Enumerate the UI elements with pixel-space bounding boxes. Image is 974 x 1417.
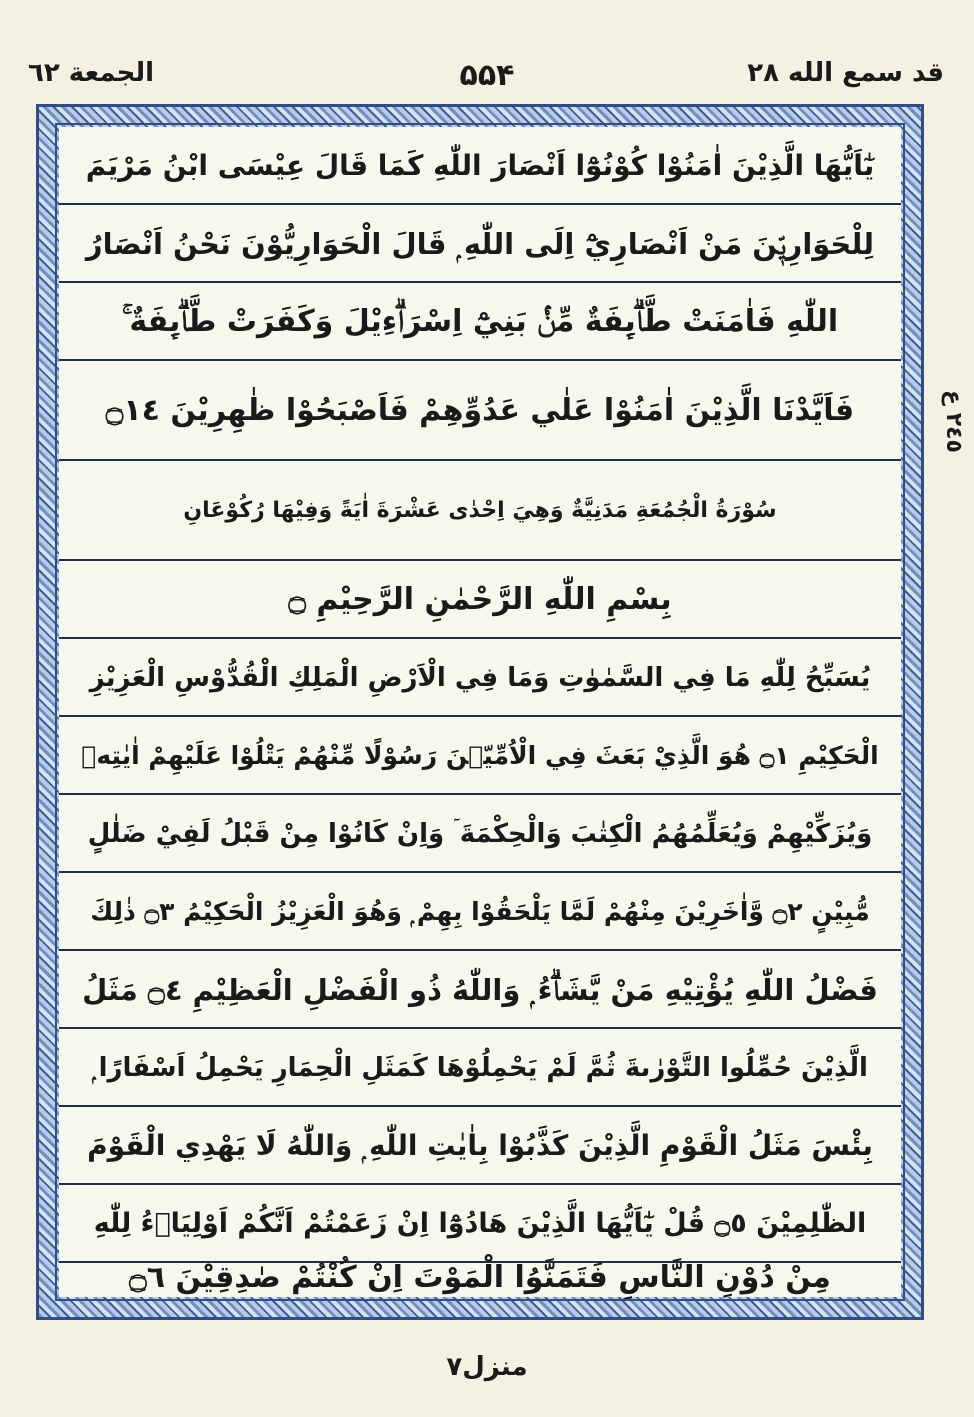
verse-line: مِنْ دُوْنِ النَّاسِ فَتَمَنَّوُا الْمَوْتَ اِنْ كُنْتُمْ صٰدِقِيْنَ ۝٦	[129, 1260, 831, 1295]
verse-line: وَيُزَكِّيْهِمْ وَيُعَلِّمُهُمُ الْكِتٰبَ وَالْحِكْمَةَ ۤ وَاِنْ كَانُوْا مِنْ قَبْلُ لَفِيْ ضَلٰلٍ	[59, 795, 901, 873]
bismillah-line: بِسْمِ اللّٰهِ الرَّحْمٰنِ الرَّحِيْمِ ۝	[59, 561, 901, 639]
surah-title-band: سُوْرَةُ الْجُمُعَةِ مَدَنِيَّةٌ وَهِيَ اِحْدٰى عَشْرَةَ اٰيَةً وَفِيْهَا رُكُوْعَانِ	[59, 461, 901, 561]
text-panel	[59, 127, 901, 1297]
verse-line: مُّبِيْنٍ ۝٢ وَّاٰخَرِيْنَ مِنْهُمْ لَمَّا يَلْحَقُوْا بِهِمْ ۭ وَهُوَ الْعَزِيْزُ الْحَكِيْمُ ۝٣ ذٰلِكَ	[59, 873, 901, 951]
verse-line: فَاَيَّدْنَا الَّذِيْنَ اٰمَنُوْا عَلٰي عَدُوِّهِمْ فَاَصْبَحُوْا ظٰهِرِيْنَ ۝١٤	[59, 361, 901, 461]
verse-line: اللّٰهِ فَاٰمَنَتْ طَّاۗىِٕفَةٌ مِّنْۢ بَنِيْٓ اِسْرَاۗءِيْلَ وَكَفَرَتْ طَّاۗىِٕفَةٌ ۚ	[59, 283, 901, 361]
page-number: ۵۵۴	[459, 58, 515, 93]
verse-line: الَّذِيْنَ حُمِّلُوا التَّوْرٰىةَ ثُمَّ لَمْ يَحْمِلُوْهَا كَمَثَلِ الْحِمَارِ يَحْمِلُ اَسْفَارًا ۭ	[59, 1029, 901, 1107]
page-header	[0, 0, 974, 100]
verse-line: الْحَكِيْمِ ۝١ هُوَ الَّذِيْ بَعَثَ فِي الْاُمِّيّٖنَ رَسُوْلًا مِّنْهُمْ يَتْلُوْا عَلَيْهِمْ اٰيٰتِهٖ	[59, 717, 901, 795]
verse-line: يٰٓاَيُّهَا الَّذِيْنَ اٰمَنُوْا كُوْنُوْٓا اَنْصَارَ اللّٰهِ كَمَا قَالَ عِيْسَى ابْنُ مَرْيَمَ	[59, 127, 901, 205]
verse-line: لِلْحَوَارِيّٖنَ مَنْ اَنْصَارِيْٓ اِلَى اللّٰهِ ۭ قَالَ الْحَوَارِيُّوْنَ نَحْنُ اَنْصَارُ	[59, 205, 901, 283]
verse-line: الظّٰلِمِيْنَ ۝٥ قُلْ يٰٓاَيُّهَا الَّذِيْنَ هَادُوْٓا اِنْ زَعَمْتُمْ اَنَّكُمْ اَوْلِيَاۗءُ لِلّٰهِ	[59, 1185, 901, 1263]
verse-line: بِئْسَ مَثَلُ الْقَوْمِ الَّذِيْنَ كَذَّبُوْا بِاٰيٰتِ اللّٰهِ ۭ وَاللّٰهُ لَا يَهْدِي الْقَوْمَ	[59, 1107, 901, 1185]
verse-lines	[59, 127, 901, 1297]
manzil-footer: منزل٧	[446, 1352, 528, 1382]
verse-line: فَضْلُ اللّٰهِ يُؤْتِيْهِ مَنْ يَّشَاۗءُ ۭ وَاللّٰهُ ذُو الْفَضْلِ الْعَظِيْمِ ۝٤ مَثَلُ	[59, 951, 901, 1029]
verse-line: يُسَبِّحُ لِلّٰهِ مَا فِي السَّمٰوٰتِ وَمَا فِي الْاَرْضِ الْمَلِكِ الْقُدُّوْسِ الْعَزِيْزِ	[59, 639, 901, 717]
surah-name-header: الجمعة ٦٢	[28, 58, 155, 88]
juz-name-header: قد سمع الله ٢٨	[747, 58, 944, 88]
ruku-marker: ٢٤٥ ع	[941, 390, 966, 453]
decorative-border	[36, 104, 924, 1320]
